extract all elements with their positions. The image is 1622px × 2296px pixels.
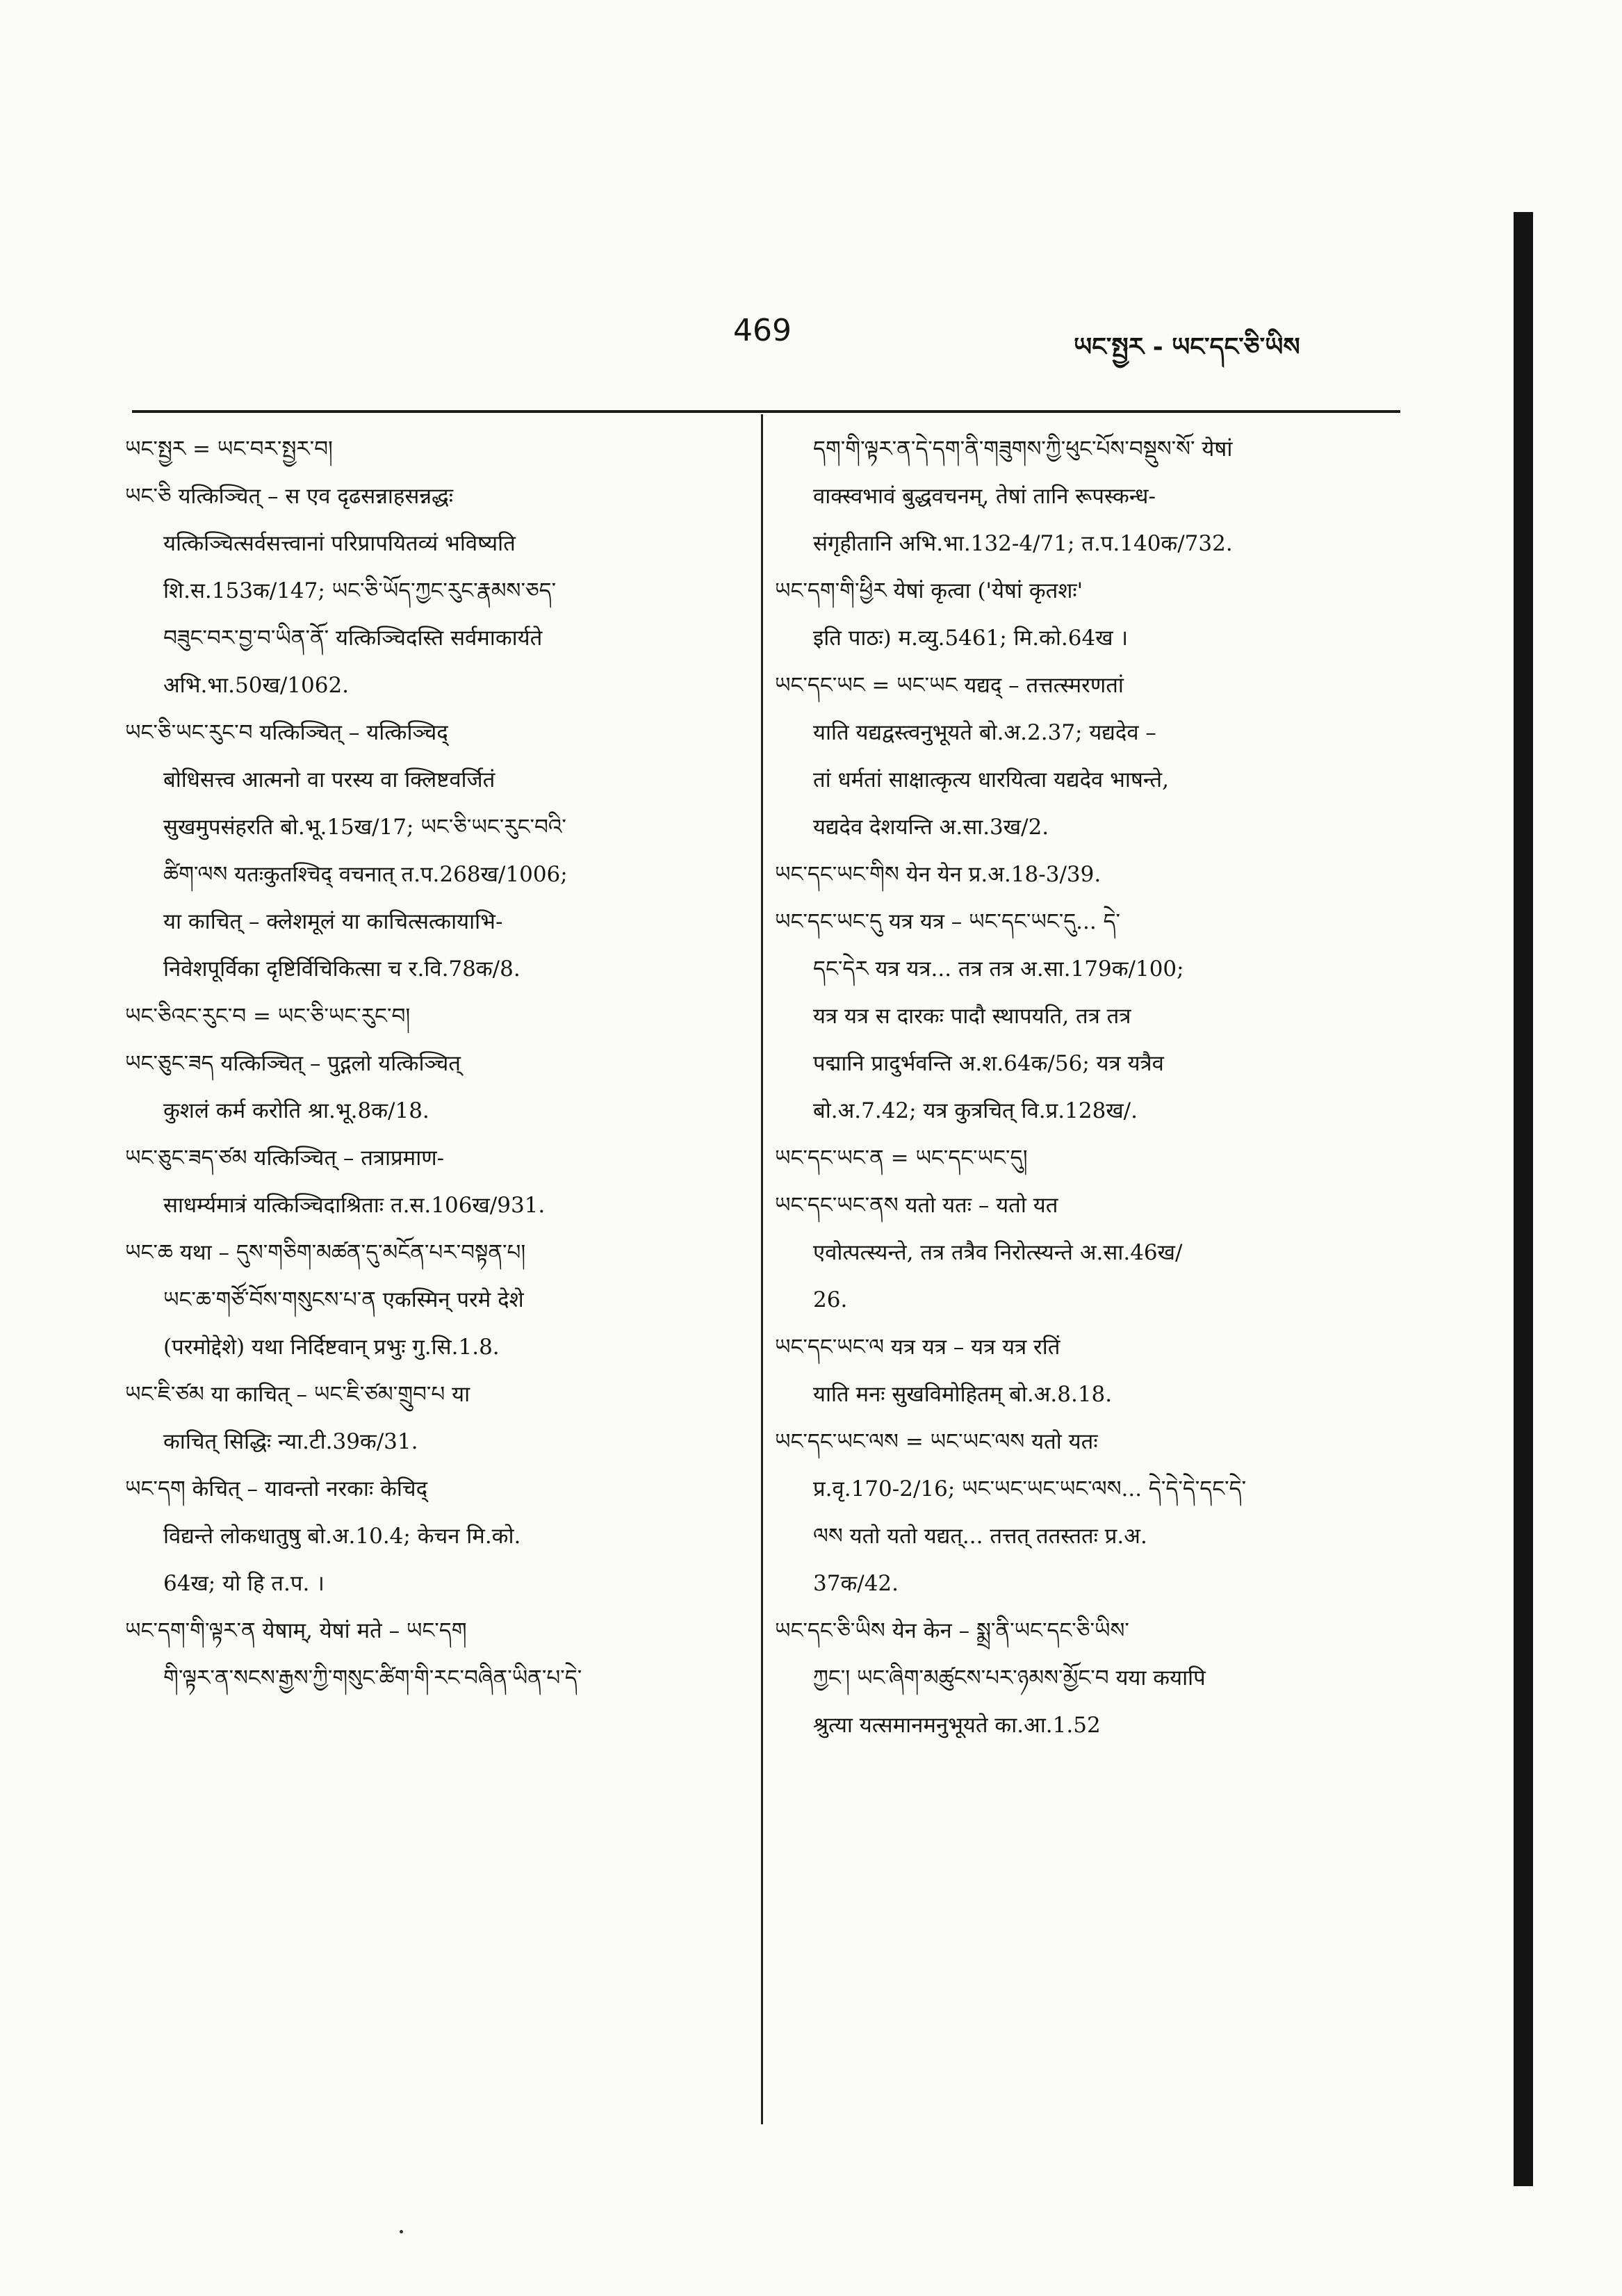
entry-continuation-line: यत्किञ्चित्सर्वसत्त्वानां परिप्रापयितव्यं भविष्यति <box>163 531 516 556</box>
entry-continuation-line: याति यद्यद्वस्त्वनुभूयते बो.अ.2.37; यद्यदेव – <box>813 720 1156 745</box>
entry-continuation-line: विद्यन्ते लोकधातुषु बो.अ.10.4; केचन मि.को. <box>163 1524 521 1549</box>
entry-continuation-line: ཚིག་ལས यतःकुतश्चिद् वचनात् त.प.268ख/1006; <box>163 862 568 887</box>
entry-headword-line: ཡང་དང་ཡང་དུ यत्र यत्र – ཡང་དང་ཡང་དུ... དེ་ <box>775 909 1121 934</box>
entry-continuation-line: बो.अ.7.42; यत्र कुत्रचित् वि.प्र.128ख/. <box>813 1098 1138 1123</box>
entry-continuation-line: 64ख; यो हि त.प. । <box>163 1571 325 1596</box>
dictionary-entry <box>775 851 1498 898</box>
entry-headword-line: ཡང་དང་ཡང་ན = ཡང་དང་ཡང་དུ། <box>775 1146 1028 1171</box>
entry-continuation-line: तां धर्मतां साक्षात्कृत्य धारयित्वा यद्यदेव भाषन्ते, <box>813 767 1169 792</box>
dictionary-entry <box>125 993 737 1040</box>
dictionary-entry <box>775 1324 1498 1418</box>
left-column <box>125 425 737 1702</box>
entry-continuation-line: वाक्स्वभावं बुद्धवचनम्, तेषां तानि रूपस्कन्ध- <box>813 484 1156 509</box>
entry-headword-line: ཡང་དང་ཅི་ཡིས येन केन – སྨྲ་ནི་ཡང་དང་ཅི་ཡིས་ <box>775 1618 1129 1643</box>
entry-continuation-line: यत्र यत्र स दारकः पादौ स्थापयति, तत्र तत्र <box>813 1004 1131 1029</box>
right-column <box>775 425 1498 1749</box>
entry-headword-line: ཡང་སྤྱར = ཡང་བར་སྤྱར་བ། <box>125 437 333 462</box>
dictionary-entry <box>775 898 1498 1134</box>
entry-continuation-line: काचित् सिद्धिः न्या.टी.39क/31. <box>163 1429 418 1454</box>
entry-continuation-line: या काचित् – क्लेशमूलं या काचित्सत्कायाभि- <box>163 909 503 934</box>
dictionary-entry <box>775 567 1498 662</box>
dictionary-entry <box>125 709 737 993</box>
entry-headword-line: ཡང་དག केचित् – यावन्तो नरकाः केचिद् <box>125 1476 428 1501</box>
page-number: 469 <box>733 313 792 348</box>
entry-headword-line: ཡང་ཇི་ཙམ या काचित् – ཡང་ཇི་ཙམ་གྲུབ་པ या <box>125 1382 470 1407</box>
dictionary-entry <box>125 1371 737 1465</box>
entry-headword-line: ཡང་དང་ཡང་ལ यत्र यत्र – यत्र यत्र रतिं <box>775 1335 1060 1360</box>
entry-continuation-line: सुखमुपसंहरति बो.भू.15ख/17; ཡང་ཅི་ཡང་རུང་བའི་ <box>163 815 566 840</box>
entry-continuation-line: ལས यतो यतो यद्यत्... तत्तत् ततस्ततः प्र.अ. <box>813 1524 1147 1549</box>
entry-continuation-line: यद्यदेव देशयन्ति अ.सा.3ख/2. <box>813 815 1049 840</box>
dictionary-entry <box>125 1134 737 1229</box>
dictionary-entry <box>775 1607 1498 1749</box>
entry-continuation-line: श्रुत्या यत्समानमनुभूयते का.आ.1.52 <box>813 1713 1101 1738</box>
dictionary-entry <box>775 1134 1498 1182</box>
entry-continuation-line: བཟུང་བར་བྱ་བ་ཡིན་ནོ་ यत्किञ्चिदस्ति सर्वमाकार्यते <box>163 626 543 651</box>
entry-continuation-line: इति पाठः) म.व्यु.5461; मि.को.64ख । <box>813 626 1129 651</box>
dictionary-entry <box>775 1182 1498 1324</box>
dictionary-entry <box>125 1465 737 1607</box>
dictionary-entry <box>125 473 737 709</box>
entry-continuation-line: निवेशपूर्विका दृष्टिर्विचिकित्सा च र.वि.78क/8. <box>163 956 521 982</box>
entry-headword-line: ཡང་ཅི यत्किञ्चित् – स एव दृढसन्नाहसन्नद्धः <box>125 484 454 509</box>
entry-continuation-line: शि.स.153क/147; ཡང་ཅི་ཡོད་ཀྱང་རུང་རྣམས་ཅད་ <box>163 578 557 603</box>
entry-headword-line: དག་གི་ལྟར་ན་དེ་དག་ནི་གཟུགས་ཀྱི་ཕུང་པོས་བསྡུས་སོ་ येषां <box>813 437 1233 462</box>
dictionary-entry <box>775 662 1498 851</box>
entry-continuation-line: ཀྱང་། ཡང་ཞིག་མཚུངས་པར་ཉམས་མྱོང་བ यया कयापि <box>813 1666 1206 1691</box>
dictionary-entry <box>125 1607 737 1702</box>
entry-continuation-line: 37क/42. <box>813 1571 899 1596</box>
entry-headword-line: ཡང་དག་གི་ཕྱིར येषां कृत्वा ('येषां कृतशः' <box>775 578 1083 603</box>
entry-continuation-line: प्र.वृ.170-2/16; ཡང་ཡང་ཡང་ཡང་ལས... དེ་དེ་དེ་དང་དེ་ <box>813 1476 1247 1501</box>
entry-continuation-line: कुशलं कर्म करोति श्रा.भू.8क/18. <box>163 1098 429 1123</box>
entry-continuation-line: 26. <box>813 1287 848 1312</box>
entry-continuation-line: དང་དེར यत्र यत्र... तत्र तत्र अ.सा.179क/100; <box>813 956 1184 982</box>
entry-continuation-line: बोधिसत्त्व आत्मनो वा परस्य वा क्लिष्टवर्जितं <box>163 767 495 792</box>
entry-continuation-line: साधर्म्यमात्रं यत्किञ्चिदाश्रिताः त.स.106ख/931. <box>163 1193 546 1218</box>
entry-continuation-line: (परमोद्देशे) यथा निर्दिष्टवान् प्रभुः गु.सि.1.8. <box>163 1335 500 1360</box>
entry-headword-line: ཡང་ཆ यथा – དུས་གཅིག་མཚན་དུ་མངོན་པར་བསྟན་པ། <box>125 1240 526 1265</box>
running-head: ཡང་སྤྱར - ཡང་དང་ཅི་ཡིས <box>1074 333 1300 361</box>
column-divider <box>761 414 763 2124</box>
entry-continuation-line: याति मनः सुखविमोहितम् बो.अ.8.18. <box>813 1382 1113 1407</box>
entry-headword-line: ཡང་ཅི་ཡང་རུང་བ यत्किञ्चित् – यत्किञ्चिद् <box>125 720 448 745</box>
entry-continuation-line: ཡང་ཆ་གཙོ་བོས་གསུངས་པ་ན एकस्मिन् परमे देशे <box>163 1287 524 1312</box>
scan-edge-shadow <box>1514 212 1533 2186</box>
entry-headword-line: ཡང་ཅུང་ཟད यत्किञ्चित् – पुद्गलो यत्किञ्चित् <box>125 1051 461 1076</box>
dictionary-entry <box>775 1418 1498 1607</box>
entry-headword-line: ཡང་དག་གི་ལྟར་ན येषाम्, येषां मते – ཡང་དག <box>125 1618 467 1643</box>
entry-headword-line: ཡང་དང་ཡང་གིས येन येन प्र.अ.18-3/39. <box>775 862 1101 887</box>
header-rule <box>132 410 1400 413</box>
dictionary-entry <box>125 425 737 473</box>
entry-headword-line: ཡང་དང་ཡང་ནས यतो यतः – यतो यत <box>775 1193 1058 1218</box>
dictionary-entry <box>775 425 1498 567</box>
entry-continuation-line: अभि.भा.50ख/1062. <box>163 673 350 698</box>
entry-headword-line: ཡང་དང་ཡང = ཡང་ཡང यद्यद् – तत्तत्स्मरणतां <box>775 673 1124 698</box>
scan-speck <box>400 2230 403 2233</box>
dictionary-entry <box>125 1229 737 1371</box>
entry-continuation-line: གི་ལྟར་ན་སངས་རྒྱས་ཀྱི་གསུང་ཚིག་གི་རང་བཞིན་ཡིན་པ་དེ་ <box>163 1666 582 1691</box>
entry-continuation-line: संगृहीतानि अभि.भा.132-4/71; त.प.140क/732. <box>813 531 1233 556</box>
dictionary-entry <box>125 1040 737 1134</box>
entry-continuation-line: एवोत्पत्स्यन्ते, तत्र तत्रैव निरोत्स्यन्ते अ.सा.46ख/ <box>813 1240 1183 1265</box>
entry-headword-line: ཡང་དང་ཡང་ལས = ཡང་ཡང་ལས यतो यतः <box>775 1429 1098 1454</box>
entry-continuation-line: पद्मानि प्रादुर्भवन्ति अ.श.64क/56; यत्र यत्रैव <box>813 1051 1164 1076</box>
entry-headword-line: ཡང་ཅིའང་རུང་བ = ཡང་ཅི་ཡང་རུང་བ། <box>125 1004 411 1029</box>
entry-headword-line: ཡང་ཅུང་ཟད་ཙམ यत्किञ्चित् – तत्राप्रमाण- <box>125 1146 445 1171</box>
